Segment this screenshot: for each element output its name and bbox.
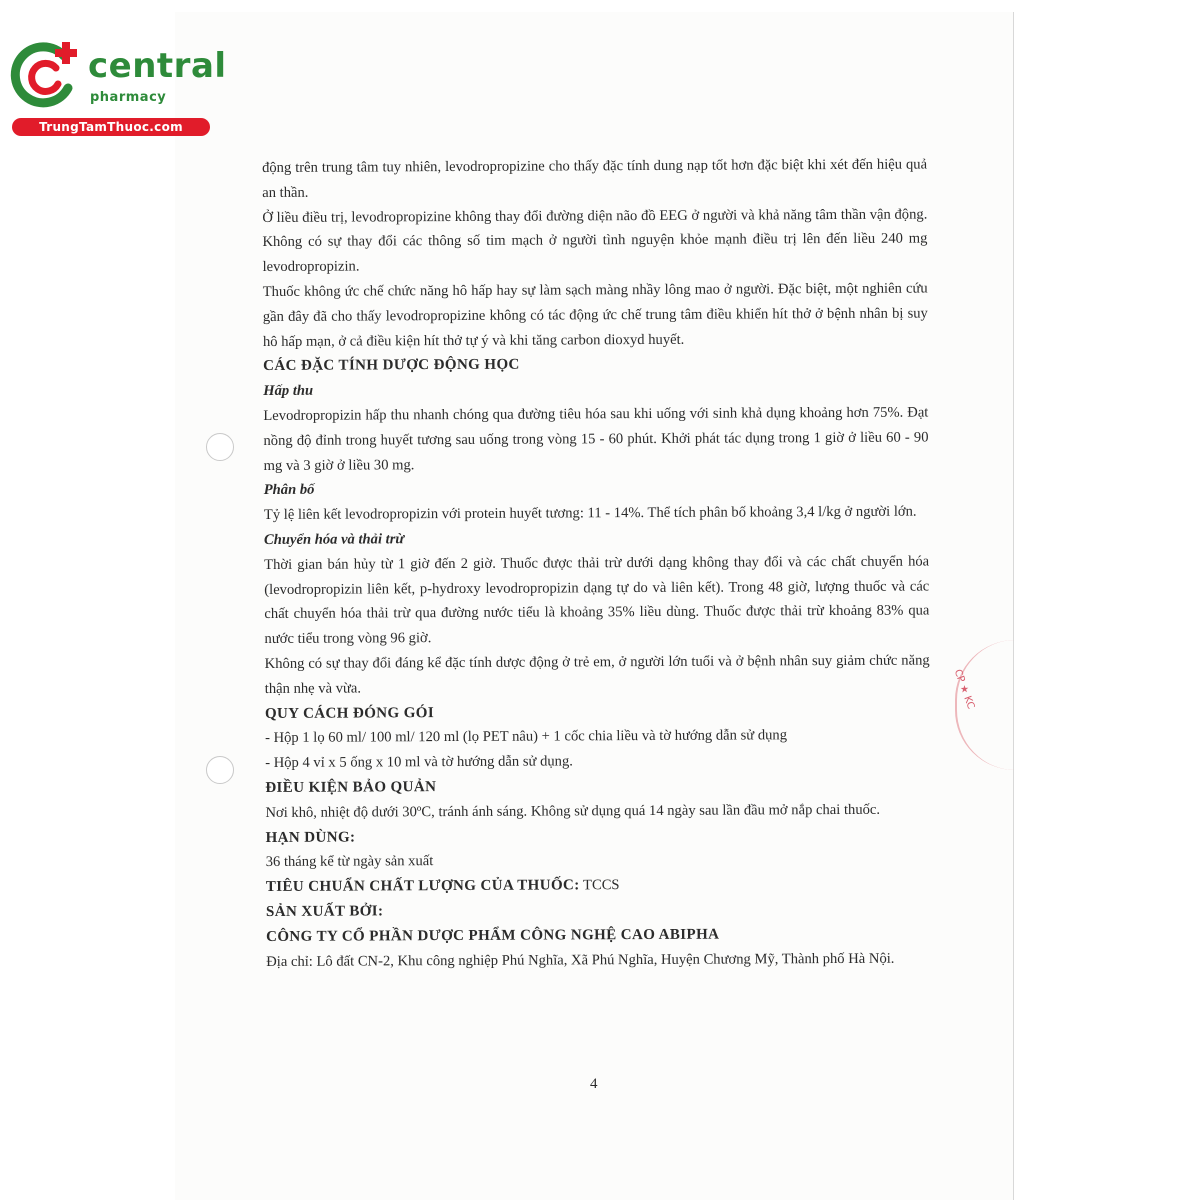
logo-c-icon xyxy=(10,38,86,114)
subsection-heading: Phân bố xyxy=(263,482,315,499)
section-heading: CÁC ĐẶC TÍNH DƯỢC ĐỘNG HỌC xyxy=(263,357,520,375)
body-paragraph: Không có sự thay đổi đáng kể đặc tính dược động ở trẻ em, ở người lớn tuổi và ở bệnh nhân suy giảm chức năng thận nhẹ và vừa. xyxy=(264,652,930,697)
quality-standard-value: TCCS xyxy=(582,877,620,894)
section-heading: TIÊU CHUẨN CHẤT LƯỢNG CỦA THUỐC: xyxy=(265,877,580,896)
body-paragraph: Nơi khô, nhiệt độ dưới 30ºC, tránh ánh sáng. Không sử dụng quá 14 ngày sau lần đầu mở nắp chai thuốc. xyxy=(265,801,881,821)
body-paragraph: Levodropropizin hấp thu nhanh chóng qua đường tiêu hóa sau khi uống với sinh khả dụng khoảng hơn 75%. Đạt nồng độ đỉnh trong huyết tương sau uống trong vòng 15 - 60 phút. Khởi phát tác dụng trong 1 giờ ở liều 60 - 90 mg và 3 giờ ở liều 30 mg. xyxy=(263,404,929,474)
section-heading: HẠN DÙNG: xyxy=(265,829,356,846)
quality-standard-line xyxy=(266,872,931,900)
section-heading: QUY CÁCH ĐÓNG GÓI xyxy=(264,704,435,722)
body-paragraph: Thời gian bán hủy từ 1 giờ đến 2 giờ. Thuốc được thải trừ dưới dạng không thay đổi và các chất chuyển hóa (levodropropizin liên kết, p-hydroxy levodropropizin dạng tự do và liên kết). Trong 48 giờ, lượng thuốc và các chất chuyển hóa thải trừ qua đường nước tiểu là khoảng 35% liều dùng. Thuốc được thải trừ khoảng 83% qua nước tiểu trong vòng 96 giờ. xyxy=(264,553,930,648)
document-body xyxy=(262,153,931,975)
body-paragraph: Địa chỉ: Lô đất CN-2, Khu công nghiệp Phú Nghĩa, Xã Phú Nghĩa, Huyện Chương Mỹ, Thành phố Hà Nội. xyxy=(266,950,895,970)
section-heading: CÔNG TY CỔ PHẦN DƯỢC PHẨM CÔNG NGHỆ CAO ABIPHA xyxy=(266,926,720,945)
section-heading: SẢN XUẤT BỞI: xyxy=(265,903,384,920)
punch-hole xyxy=(206,756,234,784)
section-heading: ĐIỀU KIỆN BẢO QUẢN xyxy=(265,779,437,796)
subsection-heading: Chuyển hóa và thải trừ xyxy=(263,531,405,548)
body-paragraph: Thuốc không ức chế chức năng hô hấp hay sự làm sạch màng nhầy lông mao ở người. Đặc biệt, một nghiên cứu gần đây đã cho thấy levodropropizine không có tác động ức chế trung tâm điều khiển hít thở ở bệnh nhân bị suy hô hấp mạn, ở cả điều kiện hít thở tự ý và khi tăng carbon dioxyd huyết. xyxy=(262,280,928,350)
body-paragraph: động trên trung tâm tuy nhiên, levodropropizine cho thấy đặc tính dung nạp tốt hơn đặc biệt khi xét đến hiệu quả an thần. xyxy=(262,156,928,201)
brand-site: TrungTamThuoc.com xyxy=(12,118,210,136)
subsection-heading: Hấp thu xyxy=(263,382,314,400)
body-paragraph: Ở liều điều trị, levodropropizine không thay đổi đường diện não đồ EEG ở người và khả năng tâm thần vận động. Không có sự thay đổi các thông số tim mạch ở người tình nguyện khỏe mạnh điều trị lên đến liều 240 mg levodropropizin. xyxy=(262,206,928,276)
body-paragraph: 36 tháng kể từ ngày sản xuất xyxy=(265,853,434,871)
page-number: 4 xyxy=(590,1076,598,1092)
body-paragraph: - Hộp 4 vỉ x 5 ống x 10 ml và tờ hướng dẫn sử dụng. xyxy=(265,753,573,772)
body-paragraph: Tỷ lệ liên kết levodropropizin với protein huyết tương: 11 - 14%. Thể tích phân bố khoảng 3,4 l/kg ở người lớn. xyxy=(263,503,917,524)
brand-sub: pharmacy xyxy=(90,90,167,105)
punch-hole xyxy=(206,433,234,461)
brand-logo[interactable] xyxy=(10,38,227,138)
stamp-text: CP ★ KC xyxy=(951,668,977,711)
body-paragraph: - Hộp 1 lọ 60 ml/ 100 ml/ 120 ml (lọ PET nâu) + 1 cốc chia liều và tờ hướng dẫn sử dụng xyxy=(265,727,788,747)
brand-name: central xyxy=(88,46,227,86)
